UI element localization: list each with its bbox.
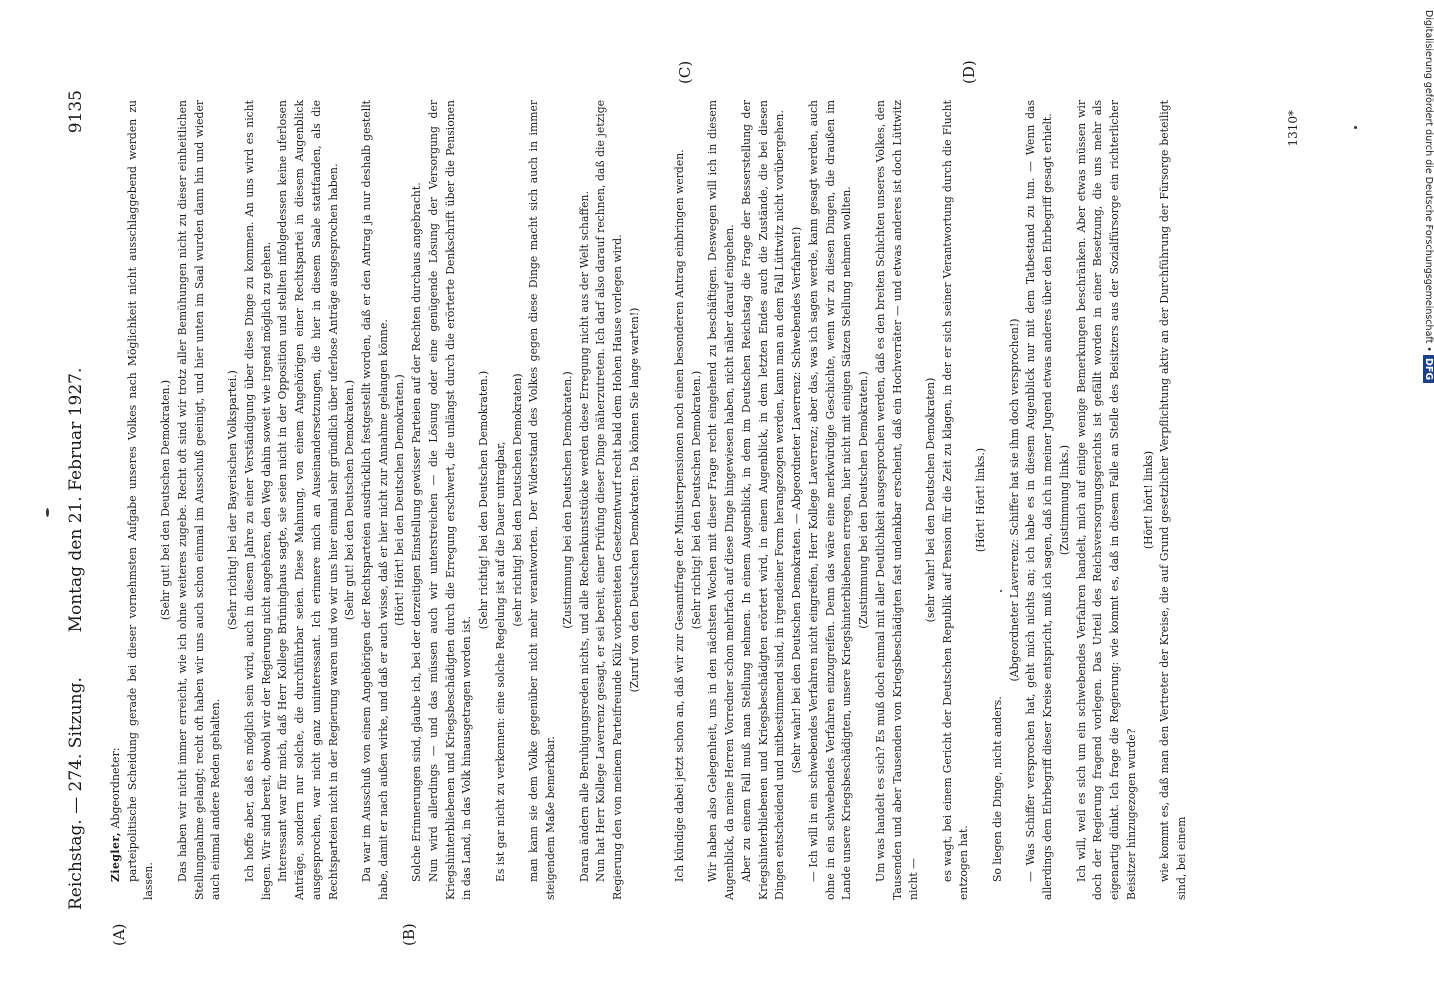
paragraph: parteipolitische Scheidung gerade bei dieser vornehmsten Aufgabe unseres Volkes nach Möglichkeit nicht ausschlaggebend werden zu lassen. — [125, 100, 156, 900]
sheet-signature: 1310* — [1286, 110, 1300, 147]
paragraph: Ich kündige dabei jetzt schon an, daß wir zur Gesamtfrage der Ministerpensionen noch einen besonderen Antrag einbringen werden. — [673, 149, 686, 882]
paragraph: Solche Erinnerungen sind, glaube ich, bei der derzeitigen Einstellung gewisser Parteien auf der Rechten durchaus angebracht. — [410, 182, 424, 882]
credit-text: Digitalisierung gefördert durch die Deutsche Forschungsgemeinschaft • — [1423, 10, 1434, 352]
paragraph: So liegen die Dinge, nicht anders. — [990, 696, 1004, 882]
paragraph: Daran ändern alle Beruhigungsreden nichts, und alle Rechenkunststücke werden diese Erregung nicht aus der Welt schaffen. — [577, 191, 591, 882]
paragraph: Aber zu einem Fall muß man Stellung nehmen. In einem Augenblick, in dem im Deutschen Reichstag die Frage der Besserstellung der Kriegshinterbliebenen und Kriegsbeschädigten erörtert wird, in einem Augenblick, in dem letzten Endes auch die Zustände, die bei diesen Dingen entscheidend und mitbestimmend sind, in irgendeiner Form herangezogen werden, kann man an dem Fall Lüttwitz nicht vorübergehen. — [739, 100, 787, 900]
interjection: (Sehr gut! bei den Deutschen Demokraten.) — [343, 379, 357, 621]
digitization-credit — [1418, 10, 1434, 990]
speaker-line — [108, 100, 125, 900]
text-column-right — [672, 100, 1232, 900]
paragraph: man kann sie dem Volke gegenüber nicht mehr verantworten. Der Widerstand des Volkes gegen diese Dinge macht sich auch in immer steigendem Maße bemerkbar. — [527, 100, 558, 900]
margin-marker-c: (C) — [676, 60, 694, 84]
speaker-role: Abgeordneter: — [109, 747, 122, 829]
running-header — [60, 90, 98, 910]
interjection: (Zuruf von den Deutschen Demokraten: Da können Sie lange warten!) — [627, 307, 641, 693]
interjection: (Zustimmung bei den Deutschen Demokraten.) — [560, 371, 574, 629]
interjection: (Abgeordneter Laverrenz: Schiffer hat sie ihm doch versprochen!) — [1007, 318, 1021, 682]
interjection: (Zustimmung links.) — [1057, 444, 1071, 556]
speaker-name: Ziegler, — [109, 831, 122, 882]
rotated-page-content — [60, 60, 1320, 946]
paragraph: es wagt, bei einem Gericht der Deutschen Republik auf Pension für die Zeit zu klagen, in der er sich seiner Verantwortung durch die Flucht entzogen hat. — [940, 100, 971, 900]
paragraph: Nun hat Herr Kollege Laverrenz gesagt, er sei bereit, einer Prüfung dieser Dinge näherzutreten. Ich darf also darauf rechnen, daß die jetzige Regierung den von meinem Parteifreunde Külz vorbereiteten Gesetzentwurf recht bald dem Hohen Hause vorlegen wird. — [594, 100, 625, 900]
margin-marker-a: (A) — [110, 923, 128, 946]
paragraph: Ich will, weil es sich um ein schwebendes Verfahren handelt, mich auf einige wenige Bemerkungen beschränken. Aber etwas müssen wir doch der Regierung fragend vorlegen. Das Urteil des Reichsversorgungsgerichts ist gefällt worden in einer Besetzung, die uns mehr als eigenartig dünkt. Ich frage die Regierung: wie kommt es, daß in diesem Falle an Stelle des Beisitzers aus der Sozialfürsorge ein richterlicher Beisitzer hinzugezogen wurde? — [1074, 100, 1138, 900]
interjection: (Sehr richtig! bei den Deutschen Demokraten.) — [689, 370, 703, 630]
scan-speck — [46, 508, 49, 517]
paragraph: Da war im Ausschuß von einem Angehörigen der Rechtsparteien ausdrücklich festgestellt worden, daß er den Antrag ja nur deshalb gestellt habe, damit er nach außen wirke, und daß er auch wisse, daß er hier nicht zur Annahme gelangen könne. — [360, 100, 390, 900]
interjection: (Sehr wahr! bei den Deutschen Demokraten. — Abgeordneter Laverrenz: Schwebendes Verfahren!) — [790, 226, 804, 774]
scan-speck — [1354, 126, 1357, 129]
header-left: Reichstag. — 274. Sitzung. — [66, 677, 86, 910]
interjection: (Hört! hört! links) — [1141, 450, 1155, 550]
paragraph: — Ich will in ein schwebendes Verfahren nicht eingreifen, Herr Kollege Laverrenz; aber das, was ich sagen werde, kann gesagt werden, auch ohne in ein schwebendes Verfahren einzugreifen. Denn das wäre eine merkwürdige Geschichte, wenn wir zu diesen Dingen, die draußen im Lande unsere Kriegsbeschädigten, unsere Kriegshinterbliebenen erregen, hier nicht mit einigen Sätzen Stellung nehmen wollten. — [806, 100, 854, 900]
interjection: (sehr richtig! bei den Deutschen Demokraten) — [510, 373, 524, 627]
paragraph: wie kommt es, daß man den Vertreter der Kreise, die auf Grund gesetzlicher Verpflichtung aktiv an der Durchführung der Fürsorge beteiligt sind, bei einem — [1158, 100, 1189, 900]
header-date: Montag den 21. Februar 1927. — [66, 367, 86, 633]
interjection: (Sehr gut! bei den Deutschen Demokraten.) — [159, 379, 173, 621]
page-number: 9135 — [66, 90, 86, 134]
paragraph: Nun wird allerdings — und das müssen auch wir unterstreichen — die Lösung oder eine genügende Lösung der Versorgung der Kriegshinterbliebenen und Kriegsbeschädigten durch die Erregung erschwert, die unlängst durch die erörterte Denkschrift über die Pensionen in das Land, in das Volk hinausgetragen worden ist. — [426, 100, 474, 900]
scan-speck — [1000, 590, 1002, 592]
paragraph: Es ist gar nicht zu verkennen: eine solche Regelung ist auf die Dauer untragbar, — [493, 441, 507, 882]
paragraph: — Was Schiffer versprochen hat, geht mich nichts an; ich habe es in diesem Augenblick nur mit dem Tatbestand zu tun. — Wenn das allerdings dem Ehrbegriff dieser Kreise entspricht, muß ich sagen, daß ich in meiner Jugend etwas anderes über den Ehrbegriff gesagt erhielt. — [1024, 100, 1055, 900]
interjection: (Hört! Hört! links.) — [974, 447, 988, 553]
interjection: (Hört! Hört! bei den Deutschen Demokraten.) — [393, 374, 407, 626]
dfg-logo: DFG — [1423, 355, 1434, 383]
margin-marker-d: (D) — [960, 60, 978, 84]
margin-marker-b: (B) — [400, 923, 418, 946]
interjection: (Zustimmung bei den Deutschen Demokraten.) — [857, 371, 871, 629]
interjection: (sehr wahr! bei den Deutschen Demokraten) — [924, 377, 938, 623]
paragraph: Um was handelt es sich? Es muß doch einmal mit aller Deutlichkeit ausgesprochen werden, daß es den breiten Schichten unseres Volkes, den Tausenden und aber Tausenden von Kriegsbeschädigten fast undenkbar erscheint, daß ein Hochverräter — und etwas anderes ist doch Lüttwitz nicht — — [873, 100, 921, 900]
paragraph: Wir haben also Gelegenheit, uns in den nächsten Wochen mit dieser Frage recht eingehend zu beschäftigen. Deswegen will ich in diesem Augenblick, da meine Herren Vorredner schon mehrfach auf diese Dinge hingewiesen haben, nicht näher darauf eingehen. — [706, 100, 737, 900]
paragraph: Das haben wir nicht immer erreicht, wie ich ohne weiteres zugebe. Recht oft sind wir trotz aller Bemühungen nicht zu dieser einheitlichen Stellungnahme gelangt; recht oft haben wir uns auch schon einmal im Ausschuß geeinigt, und hier unten im Saal wurden dann hin und wieder auch einmal andere Reden gehalten. — [175, 100, 223, 900]
interjection: (Sehr richtig! bei den Deutschen Demokraten.) — [477, 370, 491, 630]
paragraph: Interessant war für mich, daß Herr Kollege Brüninghaus sagte, sie seien nicht in der Opposition und stellten infolgedessen keine uferlosen Anträge, sondern nur solche, die durchführbar seien. Diese Mahnung, von einem Angehörigen einer Rechtspartei in diesem Augenblick ausgesprochen, war nicht ganz uninteressant. Ich erinnere mich an Auseinandersetzungen, die hier in diesem Saale stattfanden, als die Rechtsparteien nicht in der Regierung waren und wo wir uns hier einmal sehr gründlich über uferlose Anträge ausgesprochen haben. — [276, 100, 340, 900]
interjection: (Sehr richtig! bei der Bayerischen Volkspartei.) — [226, 370, 240, 630]
paragraph: Ich hoffe aber, daß es möglich sein wird, auch in diesem Jahre zu einer Verständigung über diese Dinge zu kommen. An uns wird es nicht liegen. Wir sind bereit, obwohl wir der Regierung nicht angehören, den Weg dahin soweit wie irgend möglich zu gehen. — [242, 100, 273, 900]
text-column-left — [108, 100, 648, 900]
